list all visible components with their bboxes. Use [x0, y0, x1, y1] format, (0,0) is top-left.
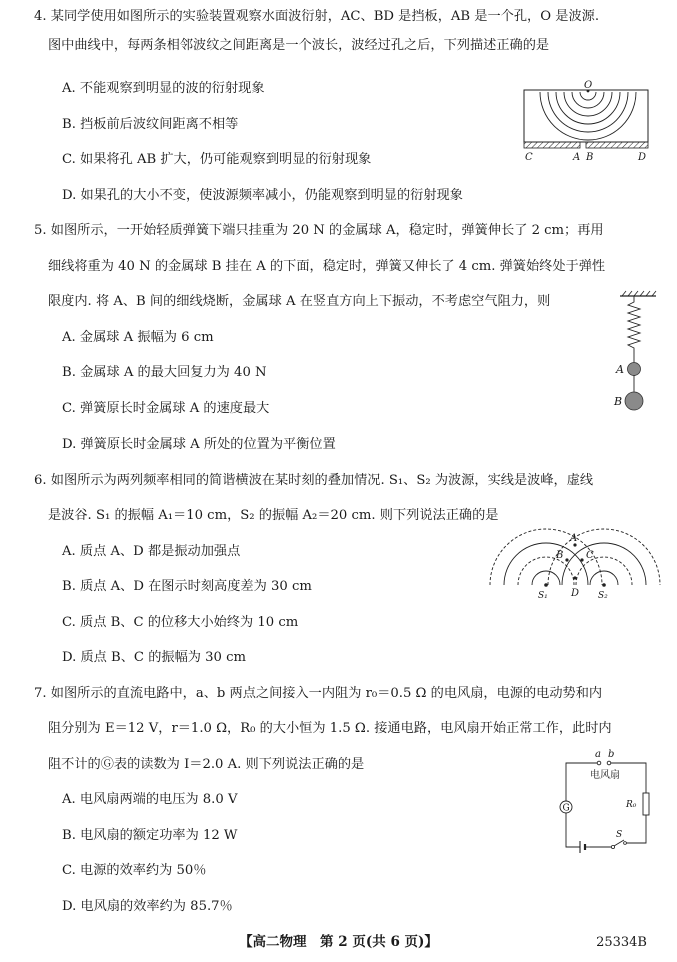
- exam-code: 25334B: [596, 935, 647, 950]
- q5-stem-line2: 细线将重为 40 N 的金属球 B 挂在 A 的下面，稳定时，弹簧又伸长了 4 cm. 弹簧始终处于弹性: [48, 259, 606, 274]
- q6-option-a: A. 质点 A、D 都是振动加强点: [62, 544, 241, 559]
- barrier-bd: [586, 142, 648, 148]
- label-d: D: [571, 588, 580, 599]
- q5-stem-line3: 限度内. 将 A、B 间的细线烧断，金属球 A 在竖直方向上下振动，不考虑空气阻力，则: [48, 294, 551, 309]
- q5-option-c: C. 弹簧原长时金属球 A 的速度最大: [62, 401, 270, 416]
- q7-circuit-figure: [552, 745, 662, 855]
- battery-icon: [580, 841, 590, 853]
- q5-option-a: A. 金属球 A 振幅为 6 cm: [62, 330, 214, 345]
- q5-stem-line1: 5. 如图所示，一开始轻质弹簧下端只挂重为 20 N 的金属球 A，稳定时，弹簧伸长了 2 cm；再用: [34, 223, 604, 238]
- label-b: B: [586, 152, 594, 163]
- label-s1: S₁: [538, 591, 548, 601]
- label-d: D: [638, 152, 647, 163]
- q7-option-a: A. 电风扇两端的电压为 8.0 V: [62, 792, 238, 807]
- q5-option-b: B. 金属球 A 的最大回复力为 40 N: [62, 365, 267, 380]
- q4-stem-line1: 4. 某同学使用如图所示的实验装置观察水面波衍射，AC、BD 是挡板，AB 是一个孔，O 是波源.: [34, 9, 600, 24]
- galvanometer-label: G: [562, 803, 570, 814]
- terminal-a: [597, 761, 601, 765]
- label-fan: 电风扇: [590, 770, 620, 781]
- label-b: B: [614, 395, 623, 408]
- q6-option-b: B. 质点 A、D 在图示时刻高度差为 30 cm: [62, 579, 312, 594]
- label-b: B: [556, 550, 564, 561]
- q6-option-c: C. 质点 B、C 的位移大小始终为 10 cm: [62, 615, 299, 630]
- terminal-b: [607, 761, 611, 765]
- q7-stem-line1: 7. 如图所示的直流电路中，a、b 两点之间接入一内阻为 r₀＝0.5 Ω 的电风扇，电源的电动势和内: [34, 686, 603, 701]
- label-s: S: [616, 830, 623, 840]
- page-footer: 【高二物理 第 2 页(共 6 页)】: [239, 934, 438, 950]
- label-a: A: [570, 533, 578, 544]
- label-b: b: [608, 749, 615, 760]
- q4-option-b: B. 挡板前后波纹间距离不相等: [62, 117, 239, 132]
- label-r0: R₀: [626, 800, 637, 810]
- q4-stem-line2: 图中曲线中，每两条相邻波纹之间距离是一个波长，波经过孔之后，下列描述正确的是: [48, 38, 550, 53]
- point-b-dot: [565, 558, 568, 561]
- source-s2-dot: [602, 583, 606, 587]
- q7-option-c: C. 电源的效率约为 50％: [62, 863, 207, 878]
- label-c: C: [525, 152, 533, 163]
- q6-stem-line1: 6. 如图所示为两列频率相同的简谐横波在某时刻的叠加情况. S₁、S₂ 为波源，实线是波峰，虚线: [34, 473, 594, 488]
- label-a: A: [573, 152, 581, 163]
- label-s2: S₂: [598, 591, 608, 601]
- source-s1-dot: [544, 583, 548, 587]
- label-a: a: [595, 749, 601, 760]
- switch-s-icon: [611, 840, 626, 849]
- label-o: O: [584, 80, 593, 91]
- q5-spring-figure: [612, 290, 662, 418]
- q7-option-b: B. 电风扇的额定功率为 12 W: [62, 828, 238, 843]
- q4-diffraction-figure: [520, 80, 652, 166]
- q4-option-d: D. 如果孔的大小不变，使波源频率减小，仍能观察到明显的衍射现象: [62, 188, 463, 203]
- q7-stem-line2: 阻分别为 E＝12 V，r＝1.0 Ω，R₀ 的大小恒为 1.5 Ω. 接通电路，电风扇开始正常工作，此时内: [48, 721, 612, 736]
- point-c-dot: [580, 558, 583, 561]
- label-a: A: [616, 363, 624, 376]
- q7-option-d: D. 电风扇的效率约为 85.7％: [62, 899, 233, 914]
- q4-option-c: C. 如果将孔 AB 扩大，仍可能观察到明显的衍射现象: [62, 152, 372, 167]
- q6-option-d: D. 质点 B、C 的振幅为 30 cm: [62, 650, 247, 665]
- barrier-ac: [524, 142, 580, 148]
- point-d-dot: [573, 576, 576, 579]
- ball-a: [628, 363, 641, 376]
- spring: [628, 296, 640, 354]
- q4-option-a: A. 不能观察到明显的波的衍射现象: [62, 81, 265, 96]
- ball-b: [625, 392, 643, 410]
- q6-stem-line2: 是波谷. S₁ 的振幅 A₁＝10 cm，S₂ 的振幅 A₂＝20 cm. 则下列说法正确的是: [48, 508, 499, 523]
- q7-stem-line3: 阻不计的Ⓖ表的读数为 I＝2.0 A. 则下列说法正确的是: [48, 757, 365, 772]
- resistor-r0: [643, 793, 649, 815]
- q6-interference-figure: [494, 530, 654, 602]
- label-c: C: [586, 550, 594, 561]
- q5-option-d: D. 弹簧原长时金属球 A 所处的位置为平衡位置: [62, 437, 336, 452]
